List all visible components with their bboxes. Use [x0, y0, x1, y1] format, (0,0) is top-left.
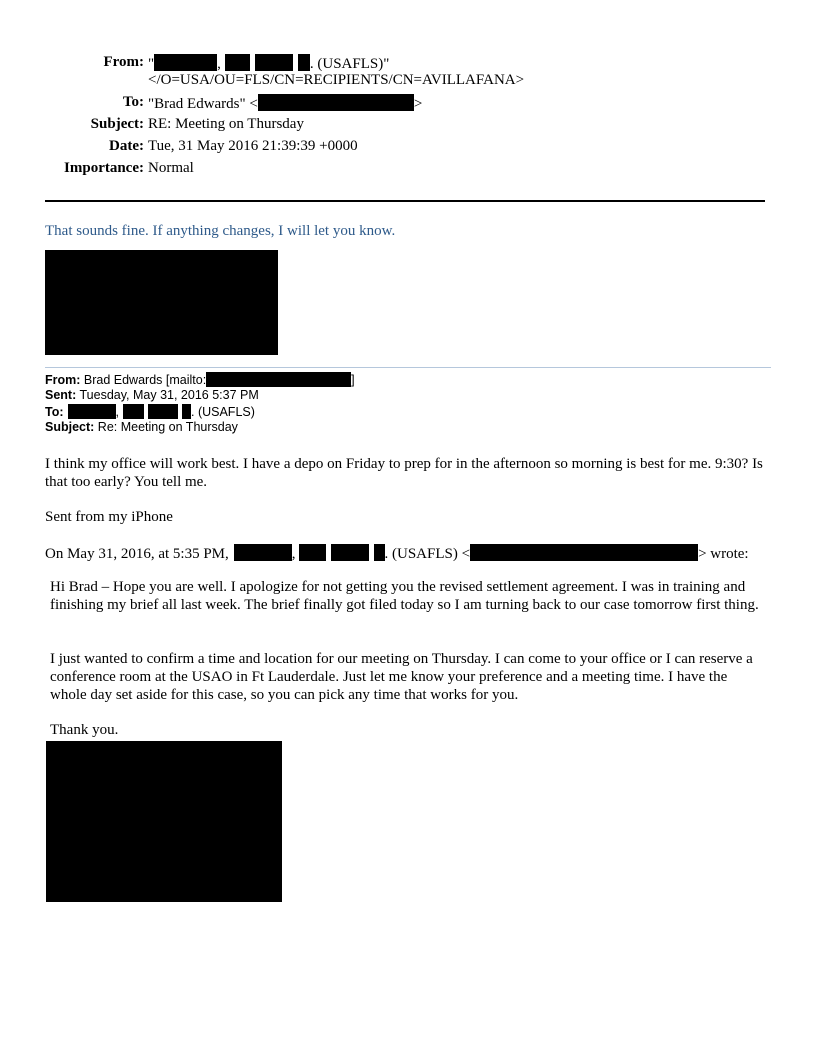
date-value: Tue, 31 May 2016 21:39:39 +0000 [148, 138, 358, 154]
redaction-block [234, 544, 292, 561]
forward-divider [45, 367, 771, 368]
to-label: To: [122, 94, 144, 110]
redaction-block [68, 404, 116, 419]
from-suffix: . (USAFLS)" [309, 56, 390, 72]
subject-label: Subject: [90, 116, 144, 132]
quote-comma: , [291, 546, 296, 562]
fwd-to-line [45, 404, 255, 419]
quote-mid: . (USAFLS) < [384, 546, 471, 562]
fwd-from-line [45, 372, 355, 387]
fwd-subject-line [45, 420, 238, 434]
importance-label: Importance: [64, 160, 144, 176]
fwd-from-prefix: Brad Edwards [mailto: [80, 373, 207, 387]
quoted-paragraph-1: Hi Brad – Hope you are well. I apologize for not getting you the revised settlement agreement. I was in training and finishing my brief all last week. The brief finally got filed today so I am turning back to our case tomorrow first thing. [50, 579, 759, 613]
redaction-block [470, 544, 698, 561]
fwd-sent-line [45, 388, 259, 402]
from-value [148, 54, 389, 73]
redaction-block [255, 54, 293, 71]
from-label: From: [103, 54, 144, 70]
subject-value: RE: Meeting on Thursday [148, 116, 304, 132]
quote-suffix: > wrote: [698, 546, 749, 562]
to-value [148, 94, 422, 113]
redaction-block [298, 54, 310, 71]
quote-prefix: On May 31, 2016, at 5:35 PM, [45, 546, 229, 562]
quoted-paragraph-2: I just wanted to confirm a time and location for our meeting on Thursday. I can come to your office or I can reserve a conference room at the USAO in Ft Lauderdale. Just let me know your preference and a meeting time. I have the whole day set aside for this case, so you can pick any time that works for you. [50, 651, 753, 703]
reply-text: That sounds fine. If anything changes, I will let you know. [45, 223, 396, 239]
to-prefix: "Brad Edwards" < [148, 96, 258, 112]
quoted-closing: Thank you. [50, 722, 119, 738]
redaction-block [182, 404, 191, 419]
fwd-sent-value: Tuesday, May 31, 2016 5:37 PM [76, 388, 259, 402]
redaction-block [374, 544, 385, 561]
from-comma: , [217, 56, 221, 72]
redaction-block [123, 404, 144, 419]
fwd-sent-label: Sent: [45, 388, 77, 402]
fwd-to-label: To: [45, 405, 64, 419]
fwd-to-suffix: . (USAFLS) [191, 405, 255, 419]
redaction-block [299, 544, 326, 561]
to-suffix: > [413, 96, 423, 112]
redaction-block [225, 54, 250, 71]
importance-value: Normal [148, 160, 194, 176]
redacted-signature [45, 250, 278, 355]
redaction-block [148, 404, 178, 419]
redacted-quoted-signature [46, 741, 282, 902]
from-address: </O=USA/OU=FLS/CN=RECIPIENTS/CN=AVILLAFANA> [148, 72, 525, 88]
fwd-from-label: From: [45, 373, 81, 387]
date-label: Date: [109, 138, 144, 154]
message-signature: Sent from my iPhone [45, 509, 173, 525]
redaction-block [206, 372, 351, 387]
redaction-block [331, 544, 369, 561]
from-quote: " [148, 56, 155, 72]
redaction-block [154, 54, 217, 71]
fwd-to-comma: , [115, 405, 119, 419]
message-paragraph: I think my office will work best. I have a depo on Friday to prep for in the afternoon so morning is best for me. 9:30? Is that too early? You tell me. [45, 456, 763, 490]
header-divider [45, 200, 765, 202]
redaction-block [258, 94, 414, 111]
fwd-subject-value: Re: Meeting on Thursday [94, 420, 238, 434]
fwd-subject-label: Subject: [45, 420, 95, 434]
quote-attribution [45, 544, 749, 563]
fwd-from-suffix: ] [351, 373, 355, 387]
